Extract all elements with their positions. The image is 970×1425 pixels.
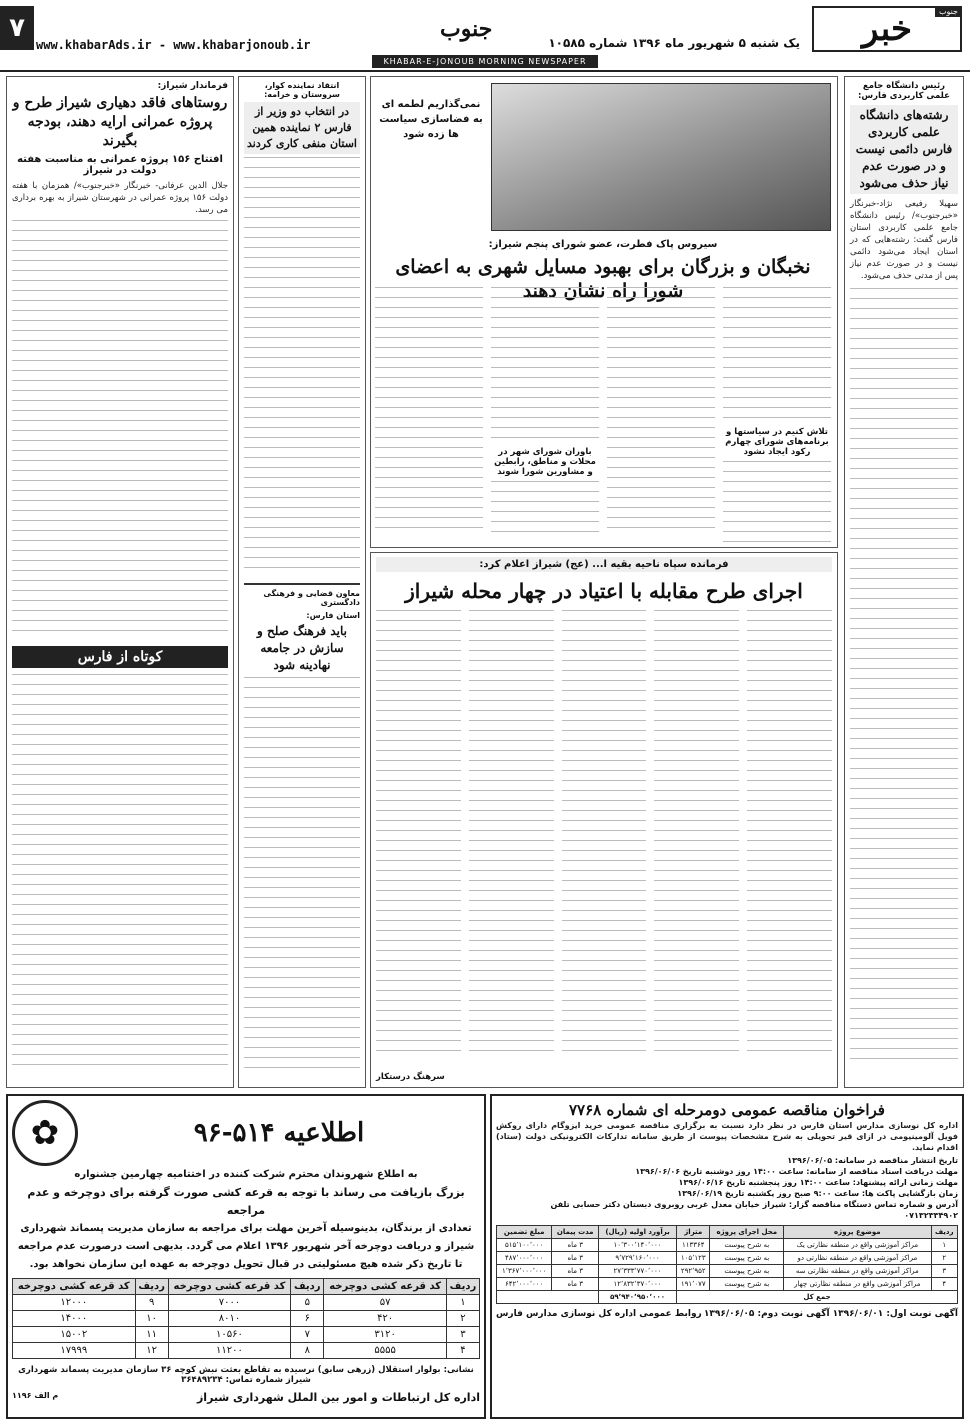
- announcement-line-3: تعدادی از برندگان، بدینوسیله آخرین مهلت برای مراجعه به سازمان مدیریت پسماند شهرداری: [20, 1223, 472, 1234]
- mid-left-second-article: [244, 583, 360, 1077]
- left-column: [6, 76, 234, 1088]
- table-row: [13, 1311, 480, 1327]
- photo-caption: نمی‌گذاریم لطمه ای به فضاسازی سیاست ها زده شود: [379, 99, 483, 140]
- tender-th: متراژ: [677, 1226, 710, 1239]
- lottery-th: کد قرعه کشی دوچرخه: [13, 1279, 136, 1295]
- tender-cell: مراکز آموزشی واقع در منطقه نظارتی سه: [784, 1265, 931, 1278]
- tender-dates: [496, 1155, 958, 1221]
- lottery-table: [12, 1278, 480, 1359]
- tender-cell: ۹٬۷۲۹٬۱۶۰٬۰۰۰: [599, 1252, 677, 1265]
- center-top-kicker: سیروس پاک فطرت، عضو شورای پنجم شیراز:: [488, 239, 718, 250]
- tender-total-label: جمع کل: [677, 1291, 958, 1304]
- mid-left-second-headline: باید فرهنگ صلح و سازش در جامعه نهادینه شود: [257, 624, 347, 672]
- left-headline: روستاهای فاقد دهیاری شیراز طرح و پروژه عمرانی ارایه دهند، بودجه بگیرند: [12, 95, 228, 149]
- center-top-headline: نخبگان و بزرگان برای بهبود مسایل شهری به اعضای شورا راه نشان دهند: [395, 256, 811, 302]
- tender-total-value: ۵۹٬۹۴۰٬۹۵۰٬۰۰۰: [599, 1291, 677, 1304]
- center-mid-kicker: فرمانده سپاه ناحیه بقیه ا... (عج) شیراز اعلام کرد:: [376, 557, 832, 572]
- center-mid-headline: اجرای طرح مقابله با اعتیاد در چهار محله شیراز: [405, 579, 803, 603]
- newspaper-logo: خبر: [812, 6, 962, 52]
- lottery-cell: ۱۵۰۰۲: [13, 1327, 136, 1343]
- tender-cell: به شرح پیوست: [710, 1239, 784, 1252]
- tender-th: مدت پیمان: [552, 1226, 599, 1239]
- announcement-line-5: تا تاریخ ذکر شده هیچ مسئولیتی در قبال تحویل دوچرخه به عهده این سازمان نخواهد بود.: [29, 1259, 463, 1270]
- center-mid-byline: سرهنگ درستکار: [376, 1072, 445, 1082]
- tender-cell: ۱٬۳۶۷٬۰۰۰٬۰۰۰: [497, 1265, 552, 1278]
- mid-left-body-1: [244, 157, 360, 577]
- tender-cell: ۳: [931, 1265, 957, 1278]
- mid-left-column: [238, 76, 366, 1088]
- mid-left-second-source: معاون قضایی و فرهنگی دادگستری: [263, 589, 360, 607]
- briefs-body: [12, 674, 228, 1074]
- lottery-cell: ۹: [135, 1295, 168, 1311]
- announcement-title: اطلاعیه ۵۱۴-۹۶: [193, 1118, 365, 1148]
- lottery-cell: ۷۰۰۰: [168, 1295, 291, 1311]
- table-row: [13, 1343, 480, 1359]
- left-body-1: [12, 220, 228, 640]
- lottery-cell: ۳۱۲۰: [324, 1327, 447, 1343]
- announcement-body: [12, 1166, 480, 1274]
- tender-cell: ۲۷٬۳۳۳٬۷۷۰٬۰۰۰: [599, 1265, 677, 1278]
- lottery-cell: ۸۰۱۰: [168, 1311, 291, 1327]
- lottery-cell: ۱۲۰۰۰: [13, 1295, 136, 1311]
- tender-th: ردیف: [931, 1226, 957, 1239]
- tender-cell: ۱۹۱٬۰۷۷: [677, 1278, 710, 1291]
- lottery-cell: ۱۰۵۶۰: [168, 1327, 291, 1343]
- tender-intro: اداره کل نوسازی مدارس استان فارس در نظر دارد نسبت به برگزاری مناقصه عمومی خرید ایزوگام دارای روکش فویل آلومینیومی در ازای قیر تحویلی به شرح مشخصات پیوست از طریق سامانه تدارکات الکترونیکی دولت (ستاد) اقدام نماید.: [496, 1121, 958, 1152]
- tender-date-3: مهلت زمانی ارائه پیشنهاد: ساعت ۱۴:۰۰ روز پنجشنبه تاریخ ۱۳۹۶/۰۶/۱۶: [678, 1178, 958, 1187]
- tender-cell: مراکز آموزشی واقع در منطقه نظارتی یک: [784, 1239, 931, 1252]
- lottery-cell: ۸: [291, 1343, 324, 1359]
- center-mid-article: [370, 552, 838, 1088]
- tender-date-2: مهلت دریافت اسناد مناقصه از سامانه: ساعت ۱۴:۰۰ روز دوشنبه تاریخ ۱۳۹۶/۰۶/۰۶: [635, 1167, 958, 1176]
- masthead-rule: [0, 70, 970, 72]
- tender-title: فراخوان مناقصه عمومی دومرحله ای شماره ۷۷۶۸: [569, 1101, 885, 1119]
- tender-th: محل اجرای پروژه: [710, 1226, 784, 1239]
- site-url[interactable]: www.khabarAds.ir - www.khabarjonoub.ir: [36, 38, 311, 52]
- announcement-line-4: شیراز و دریافت دوچرخه آخر شهریور ۱۳۹۶ اعلام می گردد. بدیهی است درصورت عدم مراجعه: [17, 1241, 475, 1252]
- tender-address: آدرس و شماره تماس دستگاه مناقصه گزار: شیراز خیابان معدل غربی روبروی دبستان دکتر حسابی تلفن ۰۷۱۳۲۳۳۴۹۰۲: [550, 1200, 958, 1220]
- announcement-org: اداره کل ارتباطات و امور بین الملل شهرداری شیراز: [196, 1391, 480, 1404]
- center-mid-body: [376, 610, 832, 1070]
- lottery-cell: ۶: [291, 1311, 324, 1327]
- tender-cell: ۳ ماه: [552, 1239, 599, 1252]
- tender-cell: ۴۸۷٬۰۰۰٬۰۰۰: [497, 1252, 552, 1265]
- tender-cell: به شرح پیوست: [710, 1252, 784, 1265]
- tender-cell: ۱۲٬۸۳۲٬۳۷۰٬۰۰۰: [599, 1278, 677, 1291]
- announcement-line-2: بزرگ بازیافت می رساند با توجه به قرعه کشی صورت گرفته برای دوچرخه و عدم مراجعه: [27, 1186, 465, 1217]
- section-name: جنوب: [440, 16, 493, 42]
- tender-cell: ۱۱۳۳۶۴: [677, 1239, 710, 1252]
- tender-th: موضوع پروژه: [784, 1226, 931, 1239]
- left-kicker: فرماندار شیراز:: [157, 81, 228, 91]
- lottery-th: کد قرعه کشی دوچرخه: [324, 1279, 447, 1295]
- mid-left-second-kicker: استان فارس:: [306, 611, 360, 620]
- lottery-cell: ۴۲۰: [324, 1311, 447, 1327]
- briefs-title: کوتاه از فارس: [12, 646, 228, 668]
- lottery-cell: ۷: [291, 1327, 324, 1343]
- announcement-header: [12, 1100, 480, 1166]
- table-row: [497, 1252, 958, 1265]
- tender-cell: ۳ ماه: [552, 1278, 599, 1291]
- announcement-advertisement: [6, 1094, 486, 1419]
- lottery-th: ردیف: [291, 1279, 324, 1295]
- lottery-th: ردیف: [135, 1279, 168, 1295]
- tender-total-empty: [497, 1291, 599, 1304]
- tender-cell: ۱۰٬۳۰۰٬۱۴۰٬۰۰۰: [599, 1239, 677, 1252]
- municipality-emblem-icon: ✿: [12, 1100, 78, 1166]
- tender-cell: ۲۹۲٬۹۵۲: [677, 1265, 710, 1278]
- tender-cell: ۵۱۵٬۱۰۰٬۰۰۰: [497, 1239, 552, 1252]
- lottery-table-header: [13, 1279, 480, 1295]
- announcement-line-1: به اطلاع شهروندان محترم شرکت کننده در اختتامیه چهارمین جشنواره: [74, 1169, 418, 1180]
- lottery-cell: ۱۴۰۰۰: [13, 1311, 136, 1327]
- lottery-cell: ۴: [446, 1343, 479, 1359]
- tender-cell: به شرح پیوست: [710, 1278, 784, 1291]
- tender-cell: ۳ ماه: [552, 1265, 599, 1278]
- lottery-cell: ۵۵۵۵: [324, 1343, 447, 1359]
- center-top-article: [370, 76, 838, 548]
- lottery-cell: ۱۰: [135, 1311, 168, 1327]
- masthead: [0, 0, 970, 70]
- tender-date-1: تاریخ انتشار مناقصه در سامانه: ۱۳۹۶/۰۶/۰۵: [787, 1156, 958, 1165]
- tender-cell: ۳ ماه: [552, 1252, 599, 1265]
- tender-cell: به شرح پیوست: [710, 1265, 784, 1278]
- announcement-code: م الف ۱۱۹۶: [12, 1391, 59, 1400]
- lottery-cell: ۵۷: [324, 1295, 447, 1311]
- tender-cell: ۱: [931, 1239, 957, 1252]
- lottery-th: ردیف: [446, 1279, 479, 1295]
- announcement-footer: [12, 1391, 480, 1404]
- mid-left-kicker: انتقاد نماینده کوار، سروستان و خرامه:: [264, 81, 340, 99]
- tender-cell: ۶۴۲٬۰۰۰٬۰۰۰: [497, 1278, 552, 1291]
- table-row: [497, 1278, 958, 1291]
- subhead-2: باوران شورای شهر در محلات و مناطق، رابطین و مشاورین شورا شوند: [494, 447, 596, 477]
- left-subhead: افتتاح ۱۵۶ پروژه عمرانی به مناسبت هفته دولت در شیراز: [17, 154, 223, 176]
- lottery-cell: ۵: [291, 1295, 324, 1311]
- logo-subtitle: جنوب: [935, 6, 962, 17]
- tender-cell: مراکز آموزشی واقع در منطقه نظارتی چهار: [784, 1278, 931, 1291]
- right-column-article: [844, 76, 964, 1088]
- table-row: [497, 1239, 958, 1252]
- tender-cell: ۲: [931, 1252, 957, 1265]
- table-row: [497, 1265, 958, 1278]
- tender-cell: مراکز آموزشی واقع در منطقه نظارتی دو: [784, 1252, 931, 1265]
- tender-footer: [496, 1309, 958, 1319]
- table-row: [13, 1295, 480, 1311]
- page-number: ۷: [0, 6, 34, 50]
- mid-left-body-2: [244, 677, 360, 1077]
- mid-left-headline: در انتخاب دو وزیر از فارس ۲ نماینده همین استان منفی کاری کردند: [244, 102, 360, 154]
- lottery-cell: ۱۱: [135, 1327, 168, 1343]
- right-headline: رشته‌های دانشگاه علمی کاربردی فارس دائمی نیست و در صورت عدم نیاز حذف می‌شود: [850, 105, 958, 194]
- right-kicker: رئیس دانشگاه جامع علمی کاربردی فارس:: [858, 81, 950, 101]
- lottery-cell: ۱: [446, 1295, 479, 1311]
- lottery-cell: ۱۲: [135, 1343, 168, 1359]
- issue-line: یک شنبه ۵ شهریور ماه ۱۳۹۶ شماره ۱۰۵۸۵: [548, 36, 800, 50]
- english-name-strip: KHABAR-E-JONOUB MORNING NEWSPAPER: [372, 55, 598, 68]
- tender-cell: ۱۰۵٬۱۲۳: [677, 1252, 710, 1265]
- tender-footer-dates: آگهی نوبت اول: ۱۳۹۶/۰۶/۰۱ آگهی نوبت دوم: ۱۳۹۶/۰۶/۰۵: [703, 1309, 958, 1319]
- table-row-total: [497, 1291, 958, 1304]
- article-photo: [491, 83, 831, 231]
- tender-table-header: [497, 1226, 958, 1239]
- announcement-address: نشانی: بولوار استقلال (زرهی سابق) نرسیده به تقاطع بعثت نبش کوچه ۳۶ سازمان مدیریت پسماند شهرداری شیراز شماره تماس: ۳۶۴۸۹۲۳۴: [18, 1365, 474, 1385]
- lottery-cell: ۱۷۹۹۹: [13, 1343, 136, 1359]
- center-top-body: [375, 287, 831, 543]
- lottery-cell: ۲: [446, 1311, 479, 1327]
- lottery-th: کد قرعه کشی دوچرخه: [168, 1279, 291, 1295]
- tender-advertisement: [490, 1094, 964, 1419]
- tender-cell: ۴: [931, 1278, 957, 1291]
- tender-date-4: زمان بازگشایی پاکت ها: ساعت ۹:۰۰ صبح روز یکشنبه تاریخ ۱۳۹۶/۰۶/۱۹: [677, 1189, 958, 1198]
- subhead-1: تلاش کنیم در سیاستها و برنامه‌های شورای چهارم رکود ایجاد نشود: [725, 427, 829, 457]
- tender-footer-org: روابط عمومی اداره کل نوسازی مدارس فارس: [496, 1309, 702, 1319]
- left-lead: جلال الدین عرفانی- خبرنگار «خبرجنوب»/ همزمان با هفته دولت ۱۵۶ پروژه عمرانی در شهرستان شیراز به بهره برداری می رسد.: [12, 181, 228, 215]
- tender-th: برآورد اولیه (ریال): [599, 1226, 677, 1239]
- lottery-cell: ۳: [446, 1327, 479, 1343]
- tender-th: مبلغ تضمین: [497, 1226, 552, 1239]
- right-lead: سهیلا رفیعی نژاد-خبرنگار «خبرجنوب»/ رئیس دانشگاه جامع علمی کاربردی استان فارس گفت: رشته‌هایی که در استان ایجاد می‌شود دائمی نیست و در صورت عدم نیاز پس از مدتی حذف می‌شود.: [850, 199, 958, 281]
- lottery-cell: ۱۱۲۰۰: [168, 1343, 291, 1359]
- tender-table: [496, 1225, 958, 1304]
- table-row: [13, 1327, 480, 1343]
- right-body-text: [850, 288, 958, 1068]
